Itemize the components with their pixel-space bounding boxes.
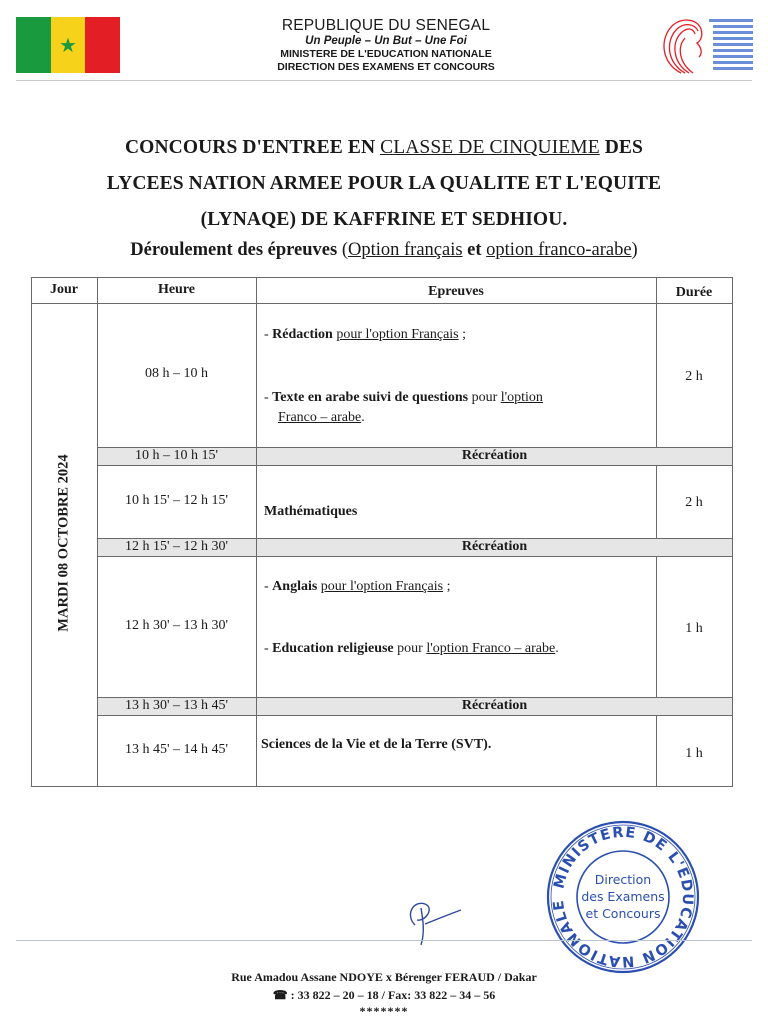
recreation-2: Récréation [461, 539, 528, 554]
header-divider [16, 80, 752, 81]
stamp-line-2: des Examens [581, 889, 665, 904]
row-6-heure: 13 h 30' – 13 h 45' [124, 698, 229, 713]
stamp-ring-text: MINISTERE DE L'EDUCATION NATIONALE [550, 824, 696, 970]
title-underlined-class: CLASSE DE CINQUIEME [380, 137, 600, 158]
row-1-epreuve-2-cont: Franco – arabe. [278, 410, 365, 425]
row-2-heure: 10 h – 10 h 15' [134, 448, 219, 463]
senegal-flag [16, 17, 120, 73]
stamp-line-1: Direction [594, 872, 652, 887]
row-1-epreuve-1: - Rédaction pour l'option Français ; [264, 327, 467, 342]
national-motto: Un Peuple – Un But – Une Foi [305, 35, 467, 47]
row-3-epreuve: Mathématiques [264, 504, 358, 519]
row-3-duree: 2 h [685, 495, 703, 510]
row-7-epreuve: Sciences de la Vie et de la Terre (SVT). [261, 737, 492, 752]
row-1-duree: 2 h [685, 369, 703, 384]
title-line-2: LYCEES NATION ARMEE POUR LA QUALITE ET L'EQUITE [106, 173, 662, 194]
title-line-3: (LYNAQE) DE KAFFRINE ET SEDHIOU. [200, 209, 568, 230]
schedule-table [31, 277, 733, 787]
header-duree: Durée [675, 285, 713, 300]
ministry-logo-icon [651, 13, 755, 75]
star-icon: ★ [59, 33, 77, 57]
option-franco-arabe-label: option franco-arabe [486, 240, 632, 260]
document-title [20, 130, 748, 238]
stamp-line-3: et Concours [585, 906, 661, 921]
flag-red-band [85, 17, 120, 73]
jour-cell [31, 303, 97, 786]
flag-yellow-band [51, 17, 86, 73]
header-text [200, 16, 572, 74]
header-jour: Jour [50, 282, 78, 297]
row-1-epreuve-2: - Texte en arabe suivi de questions pour l'option [264, 390, 543, 405]
row-5-epreuve-1: - Anglais pour l'option Français ; [264, 579, 451, 594]
jour-date: MARDI 08 OCTOBRE 2024 [55, 454, 72, 632]
row-5-duree: 1 h [685, 621, 703, 636]
subtitle: Déroulement des épreuves (Option français et option franco-arabe) [130, 240, 638, 260]
title-line-1: CONCOURS D'ENTREE EN CLASSE DE CINQUIEME DES [125, 137, 643, 158]
recreation-1: Récréation [461, 448, 528, 463]
row-4-heure: 12 h 15' – 12 h 30' [124, 539, 229, 554]
option-francais-label: Option français [347, 240, 463, 260]
row-1-heure: 08 h – 10 h [145, 366, 208, 381]
footer-contact: ☎ : 33 822 – 20 – 18 / Fax: 33 822 – 34 – 56 [272, 988, 496, 1002]
direction-label: DIRECTION DES EXAMENS ET CONCOURS [277, 61, 495, 73]
header-heure: Heure [157, 282, 196, 297]
row-7-duree: 1 h [685, 746, 703, 761]
signature [395, 890, 465, 950]
footer-address: Rue Amadou Assane NDOYE x Bérenger FERAUD / Dakar [231, 970, 537, 984]
row-5-heure: 12 h 30' – 13 h 30' [124, 618, 229, 633]
phone-icon: ☎ [272, 988, 288, 1002]
ministry-label: MINISTERE DE L'EDUCATION NATIONALE [280, 48, 492, 60]
official-stamp [543, 817, 703, 977]
recreation-3: Récréation [461, 698, 528, 713]
republic-label: REPUBLIQUE DU SENEGAL [281, 17, 491, 34]
footer-stars: ******* [359, 1004, 409, 1018]
row-3-heure: 10 h 15' – 12 h 15' [124, 493, 229, 508]
row-7-heure: 13 h 45' – 14 h 45' [124, 742, 229, 757]
footer-divider [16, 940, 752, 941]
row-5-epreuve-2: - Education religieuse pour l'option Franco – arabe. [264, 641, 559, 656]
flag-green-band [16, 17, 51, 73]
header-epreuves: Epreuves [428, 284, 484, 299]
